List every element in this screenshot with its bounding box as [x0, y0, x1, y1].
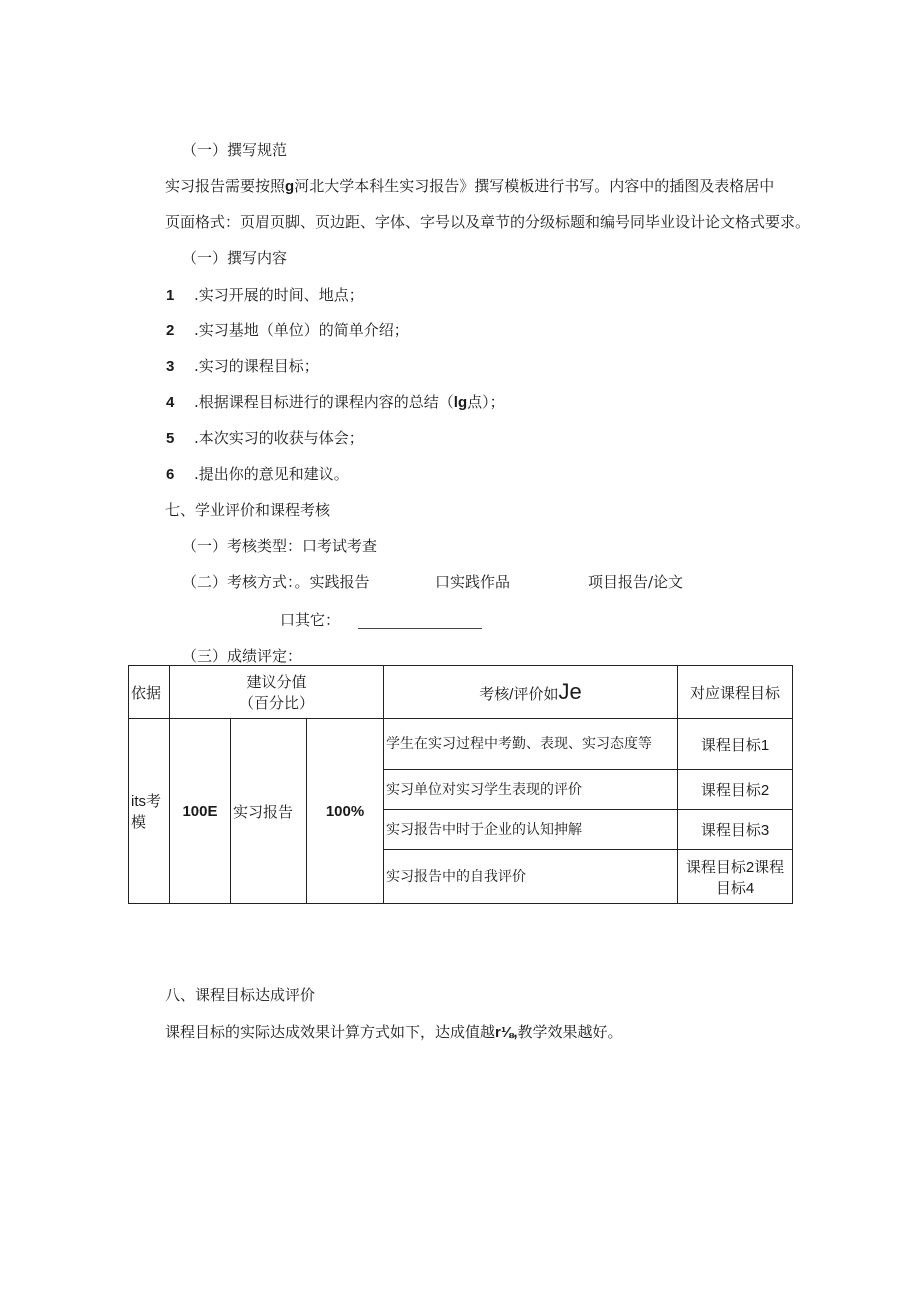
section7-heading: 七、学业评价和课程考核 — [165, 501, 331, 519]
table-row — [129, 719, 793, 770]
target-cell: 课程目标2 — [678, 770, 793, 810]
other-blank-line — [358, 614, 482, 629]
assessment-method: （二）考核方式：。实践报告 — [182, 573, 370, 591]
list-item: 5 .本次实习的收获与体会； — [166, 429, 364, 447]
criteria-cell: 实习报告中时于企业的认知抻解 — [384, 810, 678, 850]
header-course-target: 对应课程目标 — [678, 666, 793, 719]
list-item: 4 .根据课程目标进行的课程内容的总结（lg点）； — [166, 393, 505, 411]
header-criteria: 考核/评价如Je — [384, 666, 678, 719]
writing-standard-para2: 页面格式：页眉页脚、页边距、字体、字号以及章节的分级标题和编号同毕业设计论文格式要求。 — [165, 213, 811, 231]
writing-content-heading: （一）撰写内容 — [182, 249, 288, 267]
header-basis: 依据 — [129, 666, 170, 719]
writing-standard-para1: 实习报告需要按照g河北大学本科生实习报告》撰写模板进行书写。内容中的插图及表格居中 — [165, 177, 775, 195]
grading-heading: （三）成绩评定： — [182, 647, 303, 665]
list-item: 6 .提出你的意见和建议。 — [166, 465, 349, 483]
section8-paragraph: 课程目标的实际达成效果计算方式如下，达成值越r⅛,教学效果越好。 — [165, 1023, 623, 1041]
section8-heading: 八、课程目标达成评价 — [165, 986, 316, 1004]
writing-standard-heading: （一）撰写规范 — [182, 141, 288, 159]
assessment-type: （一）考核类型：口考试考查 — [182, 537, 378, 555]
method-option-other: 口其它： — [280, 610, 482, 630]
criteria-cell: 学生在实习过程中考勤、表现、实习态度等 — [384, 719, 678, 770]
target-cell: 课程目标1 — [678, 719, 793, 770]
table-header-row — [129, 666, 793, 719]
basis-cell: its考模 — [129, 719, 170, 904]
header-suggested-score: 建议分值 （百分比） — [170, 666, 384, 719]
list-item: 1 .实习开展的时间、地点； — [166, 286, 364, 304]
criteria-cell: 实习单位对实习学生表现的评价 — [384, 770, 678, 810]
criteria-cell: 实习报告中的自我评价 — [384, 850, 678, 904]
percent-cell: 100% — [307, 719, 384, 904]
grading-table — [128, 665, 793, 904]
method-option-practice-work: 口实践作品 — [435, 573, 511, 591]
score-cell: 100E — [170, 719, 231, 904]
method-option-project-report: 项目报告/论文 — [588, 573, 684, 591]
list-item: 2 .实习基地（单位）的简单介绍； — [166, 321, 409, 339]
target-cell: 课程目标2课程目标4 — [678, 850, 793, 904]
report-cell: 实习报告 — [231, 719, 307, 904]
list-item: 3 .实习的课程目标； — [166, 357, 319, 375]
target-cell: 课程目标3 — [678, 810, 793, 850]
